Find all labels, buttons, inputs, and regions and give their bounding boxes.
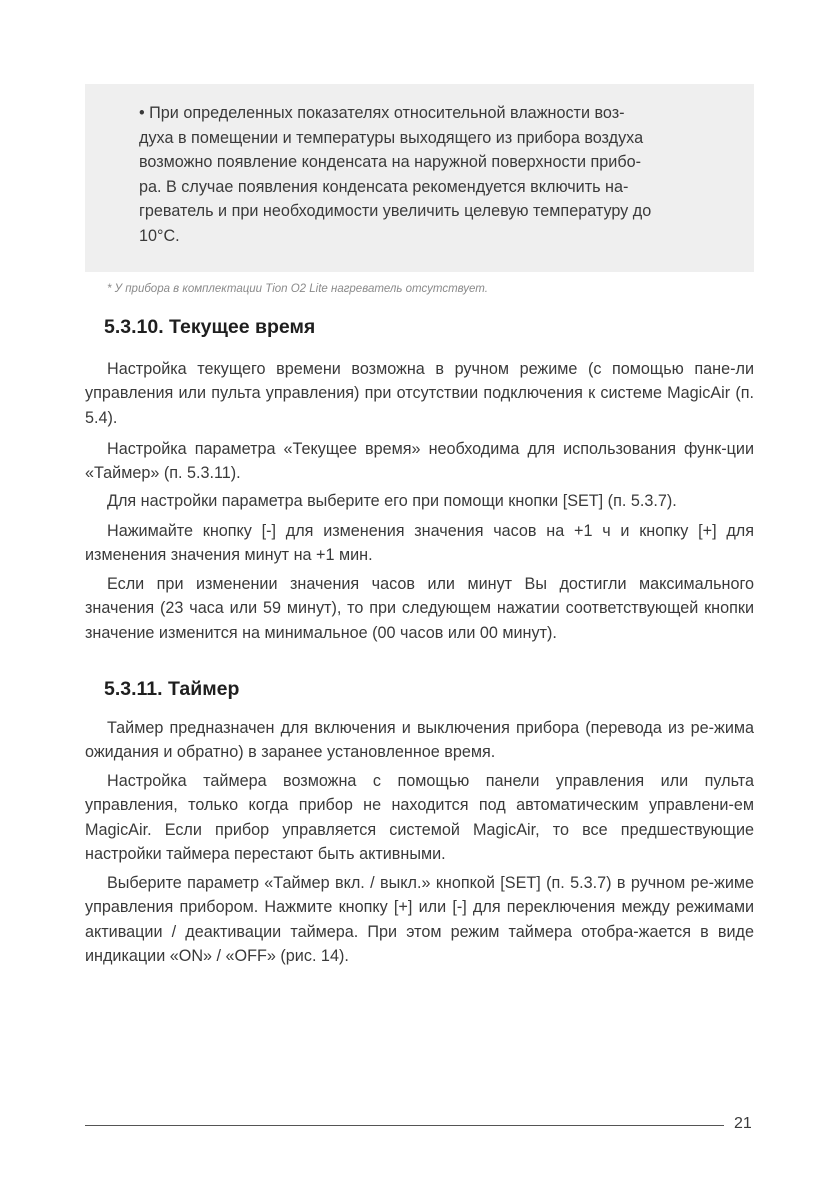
timer-paragraph-1: Таймер предназначен для включения и выключения прибора (перевода из ре-жима ожидания и обратно) в заранее установленное время. (85, 719, 754, 762)
section-title-current-time: 5.3.10. Текущее время (104, 316, 316, 338)
timer-paragraph-3: Выберите параметр «Таймер вкл. / выкл.» кнопкой [SET] (п. 5.3.7) в ручном ре-жиме управления прибором. Нажмите кнопку [+] или [-] для переключения между режимами активации / деактивации таймера. При этом режим таймера отобра-жается в виде индикации «ON» / «OFF» (рис. 14). (85, 874, 754, 966)
warning-note-text: • При определенных показателях относительной влажности воз- духа в помещении и температуры выходящего из прибора воздуха возможно появление конденсата на наружной поверхности прибо- ра. В случае появления конденсата рекомендуется включить на- греватель и при необходимости увеличить целевую температуру до 10°C. (139, 104, 652, 245)
footnote: * У прибора в комплектации Tion O2 Lite нагреватель отсутствует. (107, 283, 488, 295)
current-time-paragraph-2: Настройка параметра «Текущее время» необходима для использования функ-ции «Таймер» (п. 5.3.11). (85, 440, 754, 483)
section-title-timer: 5.3.11. Таймер (104, 678, 240, 700)
timer-paragraph-2: Настройка таймера возможна с помощью панели управления или пульта управления, только когда прибор не находится под автоматическим управлени-ем MagicAir. Если прибор управляется системой MagicAir, то все предшествующие настройки таймера перестают быть активными. (85, 772, 754, 864)
current-time-paragraph-4: Нажимайте кнопку [-] для изменения значения часов на +1 ч и кнопку [+] для изменения значения минут на +1 мин. (85, 522, 754, 565)
page-number: 21 (734, 1115, 752, 1132)
footer-divider (85, 1125, 724, 1126)
current-time-paragraph-5: Если при изменении значения часов или минут Вы достигли максимального значения (23 часа или 59 минут), то при следующем нажатии соответствующей кнопки значение изменится на минимальное (00 часов или 00 минут). (85, 575, 754, 642)
current-time-paragraph-1: Настройка текущего времени возможна в ручном режиме (с помощью пане-ли управления или пульта управления) при отсутствии подключения к системе MagicAir (п. 5.4). (85, 360, 754, 427)
current-time-paragraph-3: Для настройки параметра выберите его при помощи кнопки [SET] (п. 5.3.7). (107, 492, 677, 510)
